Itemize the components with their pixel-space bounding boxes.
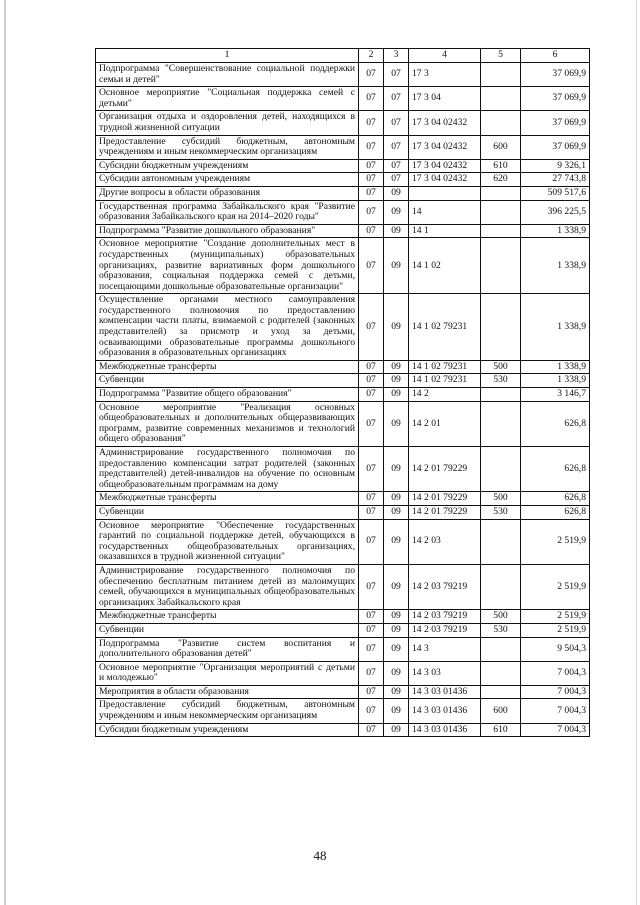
expense-type-cell [481, 637, 521, 661]
item-name-cell: Подпрограмма "Развитие систем воспитания и дополнительного образования детей" [96, 637, 359, 661]
subsection-code-cell: 09 [384, 610, 409, 624]
column-header: 1 [96, 49, 359, 63]
target-article-cell: 17 3 04 02432 [409, 173, 481, 187]
subsection-code-cell: 09 [384, 685, 409, 699]
amount-cell: 2 519,9 [521, 519, 590, 564]
target-article-cell: 14 2 01 79229 [409, 447, 481, 492]
expense-type-cell: 530 [481, 505, 521, 519]
table-row [96, 401, 590, 446]
amount-cell: 3 146,7 [521, 388, 590, 402]
table-row [96, 505, 590, 519]
table-row [96, 224, 590, 238]
section-code-cell: 07 [359, 699, 384, 723]
amount-cell: 396 225,5 [521, 200, 590, 224]
table-row [96, 388, 590, 402]
expense-type-cell [481, 63, 521, 87]
subsection-code-cell: 09 [384, 401, 409, 446]
section-code-cell: 07 [359, 186, 384, 200]
table-row [96, 159, 590, 173]
item-name-cell: Субсидии бюджетным учреждениям [96, 723, 359, 737]
expense-type-cell [481, 238, 521, 294]
table-row [96, 200, 590, 224]
amount-cell: 626,8 [521, 447, 590, 492]
table-row [96, 111, 590, 135]
amount-cell: 626,8 [521, 401, 590, 446]
table-row [96, 685, 590, 699]
target-article-cell: 17 3 04 02432 [409, 159, 481, 173]
item-name-cell: Администрирование государственного полномочия по предоставлению компенсации затрат родителей (законных представителей) детей-инвалидов на обучение по основным общеобразовательным программам на дому [96, 447, 359, 492]
target-article-cell: 14 [409, 200, 481, 224]
section-code-cell: 07 [359, 111, 384, 135]
subsection-code-cell: 09 [384, 360, 409, 374]
section-code-cell: 07 [359, 661, 384, 685]
subsection-code-cell: 07 [384, 159, 409, 173]
item-name-cell: Государственная программа Забайкальского края "Развитие образования Забайкальского края на 2014–2020 годы" [96, 200, 359, 224]
amount-cell: 37 069,9 [521, 111, 590, 135]
budget-table [95, 48, 590, 737]
section-code-cell: 07 [359, 610, 384, 624]
section-code-cell: 07 [359, 200, 384, 224]
table-row [96, 135, 590, 159]
table-row [96, 173, 590, 187]
section-code-cell: 07 [359, 519, 384, 564]
amount-cell: 2 519,9 [521, 610, 590, 624]
item-name-cell: Субвенции [96, 623, 359, 637]
section-code-cell: 07 [359, 388, 384, 402]
target-article-cell: 17 3 04 02432 [409, 135, 481, 159]
item-name-cell: Подпрограмма "Совершенствование социальной поддержки семьи и детей" [96, 63, 359, 87]
target-article-cell: 14 3 03 01436 [409, 699, 481, 723]
target-article-cell: 14 2 01 79229 [409, 492, 481, 506]
expense-type-cell [481, 661, 521, 685]
item-name-cell: Межбюджетные трансферты [96, 360, 359, 374]
table-row [96, 63, 590, 87]
amount-cell: 1 338,9 [521, 224, 590, 238]
subsection-code-cell: 09 [384, 519, 409, 564]
section-code-cell: 07 [359, 173, 384, 187]
section-code-cell: 07 [359, 87, 384, 111]
section-code-cell: 07 [359, 159, 384, 173]
target-article-cell: 14 1 02 79231 [409, 360, 481, 374]
subsection-code-cell: 09 [384, 661, 409, 685]
target-article-cell: 14 2 03 79219 [409, 564, 481, 609]
target-article-cell: 14 2 03 [409, 519, 481, 564]
target-article-cell: 17 3 04 02432 [409, 111, 481, 135]
table-row [96, 87, 590, 111]
section-code-cell: 07 [359, 637, 384, 661]
expense-type-cell [481, 87, 521, 111]
scan-edge-right [636, 0, 637, 905]
item-name-cell: Другие вопросы в области образования [96, 186, 359, 200]
target-article-cell: 14 2 01 [409, 401, 481, 446]
section-code-cell: 07 [359, 685, 384, 699]
amount-cell: 7 004,3 [521, 685, 590, 699]
item-name-cell: Предоставление субсидий бюджетным, автономным учреждениям и иным некоммерческим организациям [96, 699, 359, 723]
subsection-code-cell: 07 [384, 111, 409, 135]
expense-type-cell: 610 [481, 723, 521, 737]
column-header: 4 [409, 49, 481, 63]
section-code-cell: 07 [359, 492, 384, 506]
subsection-code-cell: 09 [384, 224, 409, 238]
subsection-code-cell: 09 [384, 623, 409, 637]
table-row [96, 564, 590, 609]
section-code-cell: 07 [359, 374, 384, 388]
scan-edge-left [4, 0, 6, 905]
subsection-code-cell: 09 [384, 294, 409, 361]
table-row [96, 661, 590, 685]
section-code-cell: 07 [359, 63, 384, 87]
amount-cell: 37 069,9 [521, 63, 590, 87]
amount-cell: 2 519,9 [521, 623, 590, 637]
subsection-code-cell: 07 [384, 63, 409, 87]
section-code-cell: 07 [359, 294, 384, 361]
section-code-cell: 07 [359, 238, 384, 294]
item-name-cell: Межбюджетные трансферты [96, 610, 359, 624]
expense-type-cell: 600 [481, 135, 521, 159]
amount-cell: 1 338,9 [521, 238, 590, 294]
item-name-cell: Подпрограмма "Развитие общего образования" [96, 388, 359, 402]
amount-cell: 626,8 [521, 505, 590, 519]
target-article-cell: 14 2 [409, 388, 481, 402]
item-name-cell: Основное мероприятие "Обеспечение государственных гарантий по социальной поддержке детей, обучающихся в государственных общеобразовательных организациях, оказавшихся в трудной жизненной ситуации" [96, 519, 359, 564]
item-name-cell: Основное мероприятие "Создание дополнительных мест в государственных (муниципальных) образовательных организациях, развитие вариативных форм дошкольного образования, социальная поддержка семей с детьми, посещающими дошкольные образовательные организации" [96, 238, 359, 294]
table-row [96, 699, 590, 723]
target-article-cell: 14 1 02 79231 [409, 374, 481, 388]
table-row [96, 492, 590, 506]
column-header: 6 [521, 49, 590, 63]
amount-cell: 2 519,9 [521, 564, 590, 609]
expense-type-cell: 620 [481, 173, 521, 187]
item-name-cell: Администрирование государственного полномочия по обеспечению бесплатным питанием детей из малоимущих семей, обучающихся в муниципальных общеобразовательных организациях Забайкальского края [96, 564, 359, 609]
amount-cell: 626,8 [521, 492, 590, 506]
expense-type-cell [481, 388, 521, 402]
column-header: 3 [384, 49, 409, 63]
table-row [96, 294, 590, 361]
target-article-cell: 14 2 01 79229 [409, 505, 481, 519]
target-article-cell: 14 2 03 79219 [409, 610, 481, 624]
expense-type-cell: 500 [481, 360, 521, 374]
amount-cell: 1 338,9 [521, 374, 590, 388]
target-article-cell: 14 3 03 01436 [409, 685, 481, 699]
expense-type-cell [481, 519, 521, 564]
expense-type-cell [481, 186, 521, 200]
target-article-cell: 14 3 03 [409, 661, 481, 685]
item-name-cell: Организация отдыха и оздоровления детей, находящихся в трудной жизненной ситуации [96, 111, 359, 135]
section-code-cell: 07 [359, 505, 384, 519]
expense-type-cell: 600 [481, 699, 521, 723]
amount-cell: 9 504,3 [521, 637, 590, 661]
target-article-cell: 14 3 03 01436 [409, 723, 481, 737]
amount-cell: 7 004,3 [521, 661, 590, 685]
section-code-cell: 07 [359, 360, 384, 374]
table-row [96, 519, 590, 564]
subsection-code-cell: 07 [384, 173, 409, 187]
item-name-cell: Субсидии бюджетным учреждениям [96, 159, 359, 173]
section-code-cell: 07 [359, 401, 384, 446]
target-article-cell: 14 1 02 79231 [409, 294, 481, 361]
item-name-cell: Осуществление органами местного самоуправления государственного полномочия по предоставлению компенсации части платы, взимаемой с родителей (законных представителей) за присмотр и уход за детьми, осваивающими образовательные программы дошкольного образования в образовательных организациях [96, 294, 359, 361]
target-article-cell: 14 1 [409, 224, 481, 238]
table-row [96, 623, 590, 637]
subsection-code-cell: 07 [384, 87, 409, 111]
expense-type-cell [481, 685, 521, 699]
table-row [96, 238, 590, 294]
subsection-code-cell: 09 [384, 492, 409, 506]
expense-type-cell [481, 447, 521, 492]
item-name-cell: Основное мероприятие "Реализация основных общеобразовательных и дополнительных общеразвивающих программ, развитие современных механизмов и технологий общего образования" [96, 401, 359, 446]
subsection-code-cell: 09 [384, 447, 409, 492]
table-row [96, 610, 590, 624]
table-row [96, 723, 590, 737]
amount-cell: 7 004,3 [521, 723, 590, 737]
column-header: 2 [359, 49, 384, 63]
amount-cell: 27 743,8 [521, 173, 590, 187]
table-row [96, 186, 590, 200]
table-row [96, 637, 590, 661]
amount-cell: 7 004,3 [521, 699, 590, 723]
subsection-code-cell: 09 [384, 200, 409, 224]
target-article-cell: 14 2 03 79219 [409, 623, 481, 637]
target-article-cell: 17 3 [409, 63, 481, 87]
expense-type-cell [481, 294, 521, 361]
expense-type-cell [481, 224, 521, 238]
table-row [96, 447, 590, 492]
expense-type-cell [481, 564, 521, 609]
subsection-code-cell: 09 [384, 637, 409, 661]
section-code-cell: 07 [359, 723, 384, 737]
expense-type-cell: 530 [481, 623, 521, 637]
target-article-cell: 17 3 04 [409, 87, 481, 111]
table-body [96, 63, 590, 737]
expense-type-cell: 500 [481, 492, 521, 506]
column-header: 5 [481, 49, 521, 63]
item-name-cell: Предоставление субсидий бюджетным, автономным учреждениям и иным некоммерческим организациям [96, 135, 359, 159]
target-article-cell [409, 186, 481, 200]
section-code-cell: 07 [359, 564, 384, 609]
target-article-cell: 14 1 02 [409, 238, 481, 294]
section-code-cell: 07 [359, 135, 384, 159]
subsection-code-cell: 09 [384, 505, 409, 519]
subsection-code-cell: 09 [384, 564, 409, 609]
subsection-code-cell: 09 [384, 388, 409, 402]
subsection-code-cell: 09 [384, 186, 409, 200]
expense-type-cell: 610 [481, 159, 521, 173]
amount-cell: 9 326,1 [521, 159, 590, 173]
subsection-code-cell: 09 [384, 699, 409, 723]
amount-cell: 1 338,9 [521, 294, 590, 361]
expense-type-cell [481, 401, 521, 446]
expense-type-cell [481, 200, 521, 224]
subsection-code-cell: 07 [384, 135, 409, 159]
amount-cell: 509 517,6 [521, 186, 590, 200]
item-name-cell: Подпрограмма "Развитие дошкольного образования" [96, 224, 359, 238]
item-name-cell: Субсидии автономным учреждениям [96, 173, 359, 187]
amount-cell: 1 338,9 [521, 360, 590, 374]
item-name-cell: Межбюджетные трансферты [96, 492, 359, 506]
page-number: 48 [313, 848, 327, 863]
expense-type-cell: 500 [481, 610, 521, 624]
item-name-cell: Субвенции [96, 374, 359, 388]
item-name-cell: Мероприятия в области образования [96, 685, 359, 699]
item-name-cell: Субвенции [96, 505, 359, 519]
section-code-cell: 07 [359, 447, 384, 492]
item-name-cell: Основное мероприятие "Организация мероприятий с детьми и молодежью" [96, 661, 359, 685]
amount-cell: 37 069,9 [521, 135, 590, 159]
item-name-cell: Основное мероприятие "Социальная поддержка семей с детьми" [96, 87, 359, 111]
table-row [96, 360, 590, 374]
target-article-cell: 14 3 [409, 637, 481, 661]
section-code-cell: 07 [359, 224, 384, 238]
subsection-code-cell: 09 [384, 723, 409, 737]
expense-type-cell: 530 [481, 374, 521, 388]
table-header-row [96, 49, 590, 63]
section-code-cell: 07 [359, 623, 384, 637]
table-row [96, 374, 590, 388]
subsection-code-cell: 09 [384, 374, 409, 388]
expense-type-cell [481, 111, 521, 135]
amount-cell: 37 069,9 [521, 87, 590, 111]
subsection-code-cell: 09 [384, 238, 409, 294]
